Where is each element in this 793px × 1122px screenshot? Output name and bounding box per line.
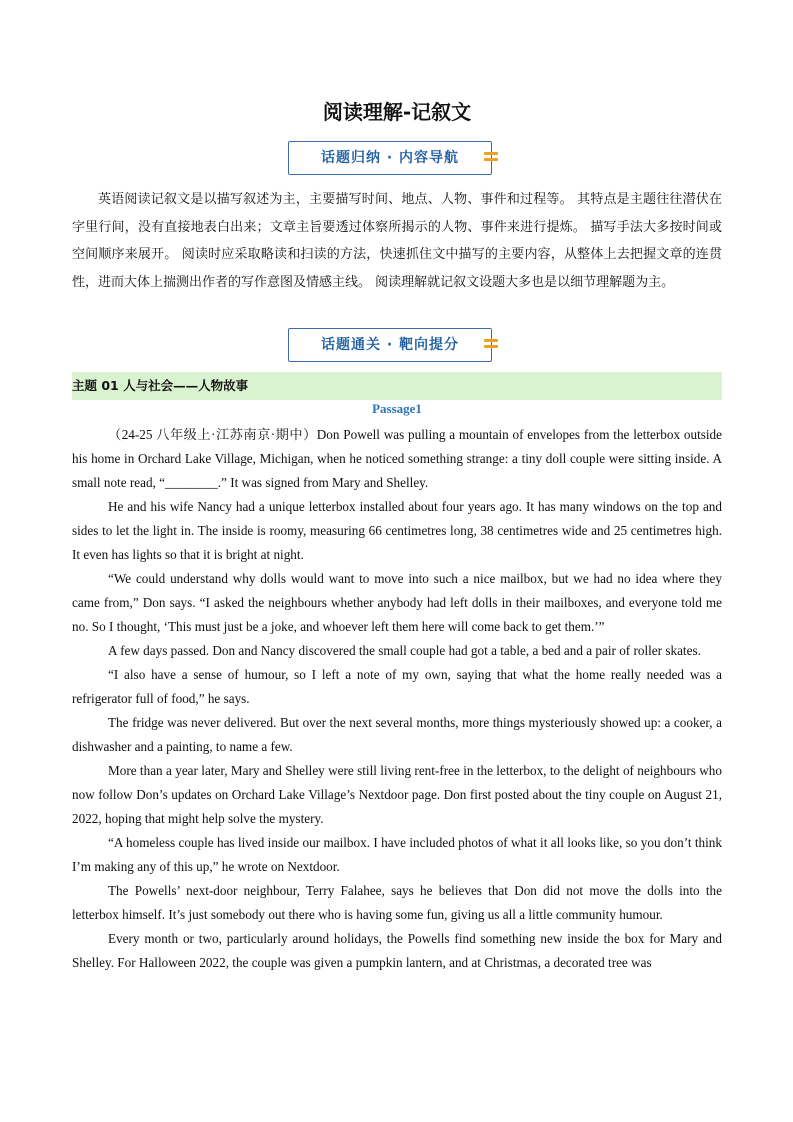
passage-paragraph: The Powells’ next-door neighbour, Terry Falahee, says he believes that Don did not move the dolls into the letterbox himself. It’s just somebody out there who is having some fun, giving us all a little community humour. [72, 883, 722, 922]
passage-paragraph: “I also have a sense of humour, so I left a note of my own, saying that what the home really needed was a refrigerator full of food,” he says. [72, 667, 722, 706]
equals-decoration-icon [484, 150, 498, 164]
passage-paragraph: “A homeless couple has lived inside our mailbox. I have included photos of what it all looks like, so you don’t think I’m making any of this up,” he wrote on Nextdoor. [72, 835, 722, 874]
intro-paragraph: 英语阅读记叙文是以描写叙述为主，主要描写时间、地点、人物、事件和过程等。 其特点是主题往往潜伏在字里行间，没有直接地表白出来；文章主旨要透过体察所揭示的人物、事件来进行提炼。 描写手法大多按时间或空间顺序来展开。 阅读时应采取略读和扫读的方法，快速抓住文中描写的主要内容，从整体上去把握文章的连贯性，进而大体上揣测出作者的写作意图及情感主线。 阅读理解就记叙文设题大多也是以细节理解题为主。 [72, 192, 722, 290]
topic-heading: 主题 01 人与社会——人物故事 [72, 372, 722, 400]
passage-paragraph: A few days passed. Don and Nancy discovered the small couple had got a table, a bed and a pair of roller skates. [108, 643, 701, 658]
section-badge-navigation [72, 141, 722, 175]
section-badge-label: 话题通关 · 靶向提分 [288, 328, 492, 362]
passage-paragraph: More than a year later, Mary and Shelley were still living rent-free in the letterbox, to the delight of neighbours who now follow Don’s updates on Orchard Lake Village’s Nextdoor page. Don first posted about the tiny couple on August 21, 2022, hoping that might help solve the mystery. [72, 763, 722, 826]
passage-paragraph: The fridge was never delivered. But over the next several months, more things mysteriously showed up: a cooker, a dishwasher and a painting, to name a few. [72, 715, 722, 754]
equals-decoration-icon [484, 337, 498, 351]
passage-paragraph: He and his wife Nancy had a unique letterbox installed about four years ago. It has many windows on the top and sides to let the light in. The inside is roomy, measuring 66 centimetres long, 38 centimetres wide and 25 centimetres high. It even has lights so that it is bright at night. [72, 499, 722, 562]
section-badge-practice [72, 328, 722, 362]
passage-title: Passage1 [372, 401, 422, 416]
passage-paragraph: “We could understand why dolls would want to move into such a nice mailbox, but we had no idea where they came from,” Don says. “I asked the neighbours whether anybody had left dolls in their mailboxes, and everyone told me no. So I thought, ‘This must just be a joke, and whoever left them here will come back to get them.’” [72, 571, 722, 634]
passage-body [72, 423, 722, 975]
page-title: 阅读理解-记叙文 [322, 100, 472, 124]
section-badge-label: 话题归纳 · 内容导航 [288, 141, 492, 175]
passage-paragraph: Every month or two, particularly around holidays, the Powells find something new inside the box for Mary and Shelley. For Halloween 2022, the couple was given a pumpkin lantern, and at Christmas, a decorated tree was [72, 931, 722, 970]
passage-paragraph: （24-25 八年级上·江苏南京·期中）Don Powell was pulling a mountain of envelopes from the letterbox outside his home in Orchard Lake Village, Michigan, when he noticed something strange: a tiny doll couple were sitting inside. A small note read, “________.” It was signed from Mary and Shelley. [72, 427, 722, 490]
